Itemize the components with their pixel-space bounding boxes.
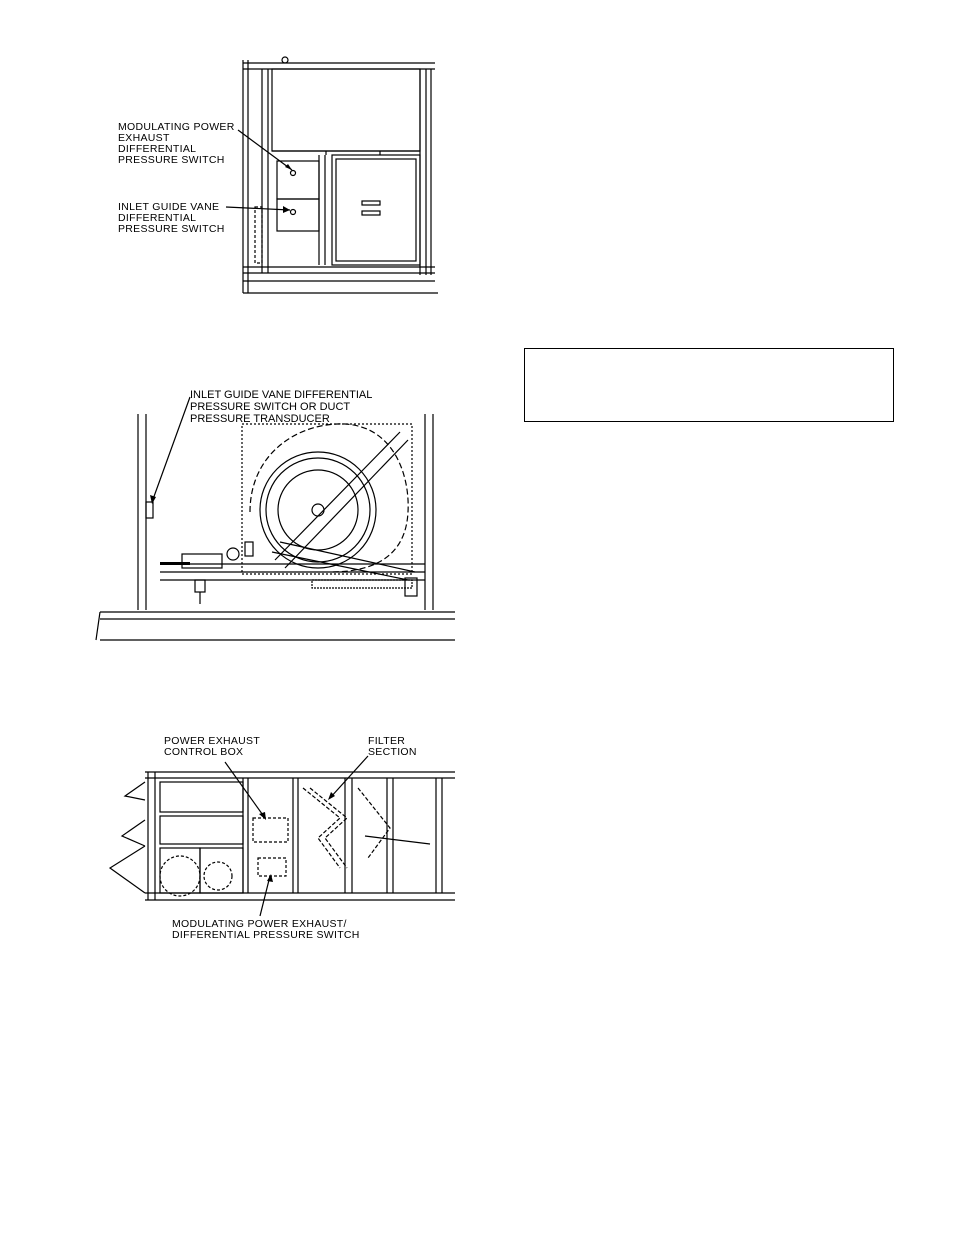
note-box [524, 348, 894, 422]
figure-2-label-line-2: PRESSURE SWITCH OR DUCT [190, 401, 351, 413]
figure-3-label-filter-line-2: SECTION [368, 746, 417, 758]
figure-3-label-control-box-line-2: CONTROL BOX [164, 746, 244, 758]
figure-3-label-filter-line-1: FILTER [368, 735, 406, 747]
figure-2-label-line-1: INLET GUIDE VANE DIFFERENTIAL [190, 389, 373, 401]
figure-3-power-exhaust-section [100, 728, 460, 948]
figure-1-label-modulating-line-1: MODULATING POWER [118, 121, 235, 133]
figure-3-label-modulating-line-2: DIFFERENTIAL PRESSURE SWITCH [172, 929, 360, 941]
figure-1-label-inlet-line-1: INLET GUIDE VANE [118, 201, 220, 213]
figure-1-label-modulating-line-2: EXHAUST [118, 132, 170, 144]
figure-2-fan-assembly [90, 382, 460, 644]
figure-1-drawing [110, 55, 450, 300]
figure-1-label-modulating-line-3: DIFFERENTIAL [118, 143, 197, 155]
figure-1-label-modulating-line-4: PRESSURE SWITCH [118, 154, 225, 166]
figure-3-label-modulating-line-1: MODULATING POWER EXHAUST/ [172, 918, 347, 930]
figure-1-label-inlet-line-2: DIFFERENTIAL [118, 212, 197, 224]
figure-2-drawing [90, 382, 460, 644]
figure-1-unit-side-view [110, 55, 450, 300]
figure-3-drawing [100, 728, 460, 948]
figure-3-label-control-box-line-1: POWER EXHAUST [164, 735, 261, 747]
figure-2-label-line-3: PRESSURE TRANSDUCER [190, 413, 330, 425]
figure-1-label-inlet-line-3: PRESSURE SWITCH [118, 223, 225, 235]
